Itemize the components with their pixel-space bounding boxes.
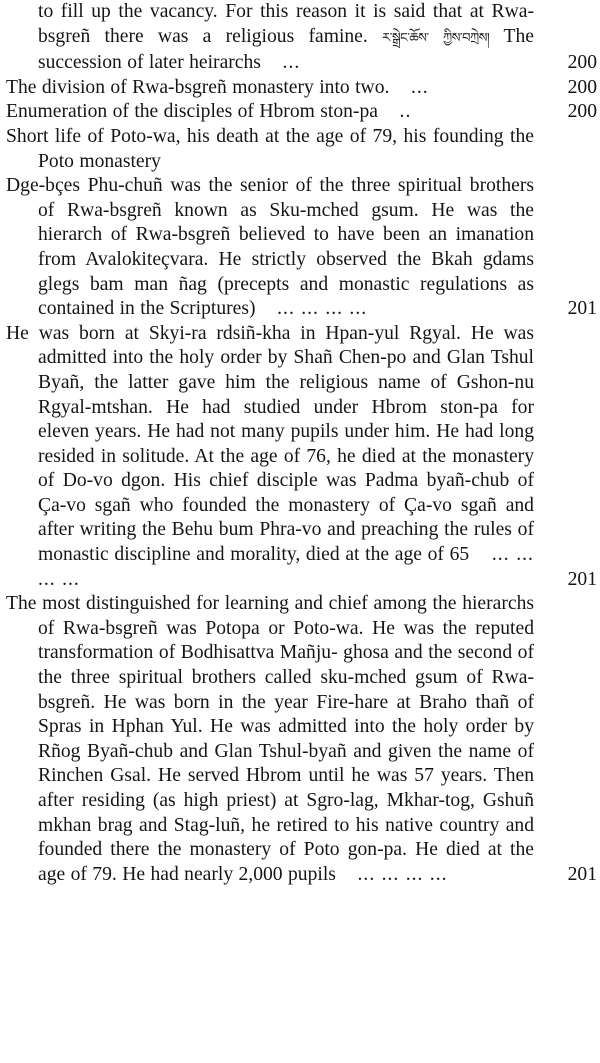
entry-line: years. Then after residing (as high priest) at Sgro-lag, bbox=[38, 765, 534, 811]
entry-line: nearly 2,000 pupils bbox=[184, 863, 336, 885]
toc-entry bbox=[0, 76, 600, 101]
toc-entry bbox=[0, 322, 600, 593]
entry-line: to his native country and founded there the monastery bbox=[38, 814, 534, 861]
entry-text bbox=[0, 76, 534, 101]
entry-line: ghosa and the second of the three spiritual brothers bbox=[38, 642, 534, 689]
entry-line: at Rwa-bsgreñ there was a religious famine. ར་སྒྲེང་ཆོས་ bbox=[38, 1, 534, 47]
entry-line: an imanation from Avalokiteçvara. He strictly bbox=[38, 224, 534, 270]
entry-line: the age of 76, he died at the monastery of Do-vo dgon. bbox=[38, 445, 534, 492]
entry-line: pupils under him. He had long resided in solitude. At bbox=[38, 421, 534, 467]
entry-line: He was born at Skyi-ra rdsiñ-kha in Hpan-yul Rgyal. bbox=[6, 322, 461, 344]
page-number: 200 bbox=[567, 52, 597, 74]
entry-line: of 65 bbox=[427, 544, 470, 566]
entry-line: under Hbrom ston-pa for eleven years. He had not many bbox=[38, 396, 534, 443]
toc-entry bbox=[0, 174, 600, 322]
page-number: 201 bbox=[567, 298, 597, 320]
toc-entry bbox=[0, 592, 600, 887]
entry-text bbox=[0, 174, 534, 322]
page-number: 201 bbox=[567, 568, 597, 590]
entry-line: founding the Poto monastery bbox=[38, 125, 534, 172]
entry-line: in the year Fire-hare at Braho thañ of Spras in Hphan bbox=[38, 691, 534, 738]
leader-dots: ... ... ... ... bbox=[357, 863, 448, 885]
page-number: 200 bbox=[567, 76, 597, 98]
entry-line: The most distinguished for learning and chief among the bbox=[6, 593, 457, 615]
entry-line: and monastic regulations as contained in the bbox=[38, 273, 534, 320]
entry-line: hierarchs of Rwa-bsgreñ was Potopa or Poto-wa. He bbox=[38, 593, 534, 639]
entry-line: Short life of Poto-wa, his death at the age of 79, his bbox=[6, 125, 427, 147]
page-number: 201 bbox=[567, 863, 597, 885]
entry-text bbox=[0, 125, 534, 174]
entry-line: Enumeration of the disciples of Hbrom ston-pa bbox=[6, 101, 378, 123]
entry-line: who founded the monastery of Ça-vo sgañ and after bbox=[38, 494, 534, 541]
entry-line: Mkhar-tog, Gshuñ mkhan brag and Stag-luñ, he retired bbox=[38, 790, 534, 836]
entry-line: of Rinchen Gsal. He served Hbrom until he was 57 bbox=[38, 740, 534, 787]
entry-line: Yul. He was admitted into the holy order by Rñog bbox=[38, 716, 534, 762]
entry-line: name of Gshon-nu Rgyal-mtshan. He had studied bbox=[38, 371, 534, 418]
entry-line: called sku-mched gsum of Rwa-bsgreñ. He was born bbox=[38, 667, 534, 713]
entry-line: to fill up the vacancy. For this reason it is said that bbox=[38, 1, 463, 22]
entry-line: The division of Rwa-bsgreñ monastery into two. bbox=[6, 76, 390, 98]
toc-entry bbox=[0, 100, 600, 125]
entry-line: of Poto gon-pa. He died at the age of 79. He had bbox=[38, 839, 534, 885]
entry-line: Byañ-chub and Glan Tshul-byañ and given the name bbox=[87, 740, 512, 762]
leader-dots: .. bbox=[399, 101, 412, 123]
entry-line: was the reputed transformation of Bodhisattva Mañju- bbox=[38, 617, 534, 664]
entry-text bbox=[0, 100, 534, 125]
entry-text bbox=[0, 322, 534, 593]
leader-dots: ... bbox=[282, 52, 301, 74]
entry-line: His chief disciple was Padma byañ-chub of Ça-vo sgañ bbox=[38, 470, 534, 516]
entry-text bbox=[0, 592, 534, 887]
entry-line: and Glan Tshul Byañ, the latter gave him the religious bbox=[38, 347, 534, 393]
toc-entry bbox=[0, 125, 600, 174]
leader-dots: ... ... ... ... bbox=[277, 298, 368, 320]
toc-entry bbox=[0, 0, 600, 76]
leader-dots: ... ... ... ... bbox=[38, 544, 534, 590]
entry-line: Scriptures) bbox=[169, 298, 256, 320]
leader-dots: ... bbox=[411, 76, 429, 98]
entry-line: Dge-bçes Phu-chuñ was the senior of the three spiritual bbox=[6, 175, 463, 197]
entry-line: brothers of Rwa-bsgreñ known as Sku-mched gsum. He bbox=[38, 175, 534, 221]
entry-line: of monastic discipline and morality, died at the age bbox=[38, 519, 534, 566]
entry-line: ཀྱིས་བཀྲེས། The succession of later heirarchs bbox=[38, 25, 534, 74]
entry-line: was the hierarch of Rwa-bsgreñ believed to have been bbox=[38, 199, 534, 246]
entry-line: observed the Bkah gdams glegs bam man ñag (precepts bbox=[38, 248, 534, 295]
page-number: 200 bbox=[567, 101, 597, 123]
entry-text bbox=[0, 0, 534, 76]
entry-line: writing the Behu bum Phra-vo and preaching the rules bbox=[79, 519, 512, 541]
entry-line: He was admitted into the holy order by Shañ Chen-po bbox=[38, 322, 534, 369]
